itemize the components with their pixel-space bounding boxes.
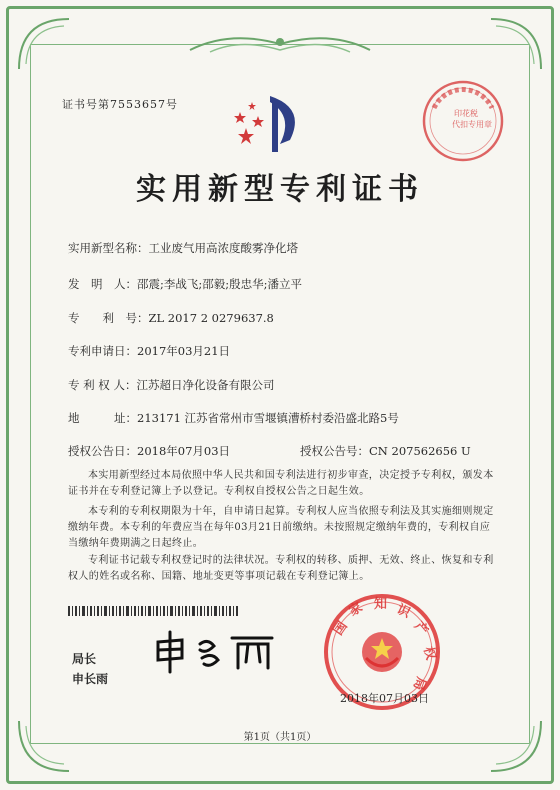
- field-application-date: [68, 343, 230, 359]
- barcode-icon: [68, 606, 238, 616]
- field-inventors: [68, 276, 302, 292]
- signatory-title: 局长: [72, 652, 97, 666]
- corner-ornament-bl: [14, 716, 74, 776]
- patent-office-logo-icon: [228, 88, 308, 158]
- paragraph-grant-statement: 本实用新型经过本局依照中华人民共和国专利法进行初步审查，决定授予专利权，颁发本证书并在专利登记簿上予以登记。专利权自授权公告之日起生效。: [68, 470, 494, 497]
- field-patent-number: [68, 310, 274, 326]
- certificate-number: 证书号第7553657号: [62, 98, 178, 111]
- field-grant-date: [68, 443, 230, 459]
- corner-ornament-br: [486, 716, 546, 776]
- field-utility-model-name: [68, 240, 298, 256]
- svg-text:权: 权: [420, 645, 438, 662]
- svg-text:家: 家: [346, 599, 366, 620]
- field-value: ZL 2017 2 0279637.8: [148, 311, 274, 325]
- field-value: 江苏超日净化设备有限公司: [136, 378, 275, 392]
- svg-text:局: 局: [409, 674, 429, 692]
- field-value: 工业废气用高浓度酸雾净化塔: [148, 241, 298, 255]
- field-value: 2017年03月21日: [137, 344, 231, 358]
- field-label: 授权公告日：: [68, 444, 137, 458]
- field-label: 地 址：: [68, 411, 137, 425]
- top-ornament: [180, 28, 380, 58]
- field-value: 213171 江苏省常州市雪堰镇漕桥村委沿盛北路5号: [137, 411, 399, 425]
- field-label: 专利申请日：: [68, 344, 137, 358]
- field-grant-number: [300, 443, 471, 459]
- svg-text:代扣专用章: 代扣专用章: [452, 120, 492, 129]
- field-label: 授权公告号：: [300, 444, 369, 458]
- svg-text:国: 国: [330, 619, 351, 639]
- field-label: 专 利 权 人：: [68, 378, 137, 392]
- signatory-name: 申长雨: [72, 672, 109, 686]
- field-value: CN 207562656 U: [369, 444, 471, 458]
- field-value: 2018年07月03日: [137, 444, 231, 458]
- certificate-title: 实用新型专利证书: [136, 172, 424, 207]
- corner-ornament-tl: [14, 14, 74, 74]
- seal-date: 2018年07月03日: [340, 692, 429, 705]
- svg-text:识: 识: [394, 602, 413, 622]
- field-label: 实用新型名称：: [68, 241, 149, 255]
- field-label: 专 利 号：: [68, 311, 149, 325]
- signature-icon: [152, 628, 282, 676]
- svg-text:知: 知: [374, 597, 388, 612]
- field-value: 邵震;李战飞;邵毅;殷忠华;潘立平: [137, 277, 302, 291]
- field-patentee: [68, 377, 274, 393]
- field-address: [68, 410, 399, 426]
- stamp-duty-seal-icon: [420, 78, 506, 164]
- corner-ornament-tr: [486, 14, 546, 74]
- page-footer: 第1页（共1页）: [243, 732, 317, 743]
- svg-text:印花税: 印花税: [454, 109, 478, 118]
- field-label: 发 明 人：: [68, 277, 137, 291]
- paragraph-term-statement: 本专利的专利权期限为十年，自申请日起算。专利权人应当依照专利法及其实施细则规定缴纳年费。本专利的年费应当在每年03月21日前缴纳。未按照规定缴纳年费的，专利权自应当缴纳年费期满之日起终止。: [68, 506, 494, 549]
- svg-text:产: 产: [410, 618, 431, 639]
- paragraph-legal-status: 专利证书记载专利权登记时的法律状况。专利权的转移、质押、无效、终止、恢复和专利权人的姓名或名称、国籍、地址变更等事项记载在专利登记簿上。: [68, 555, 494, 582]
